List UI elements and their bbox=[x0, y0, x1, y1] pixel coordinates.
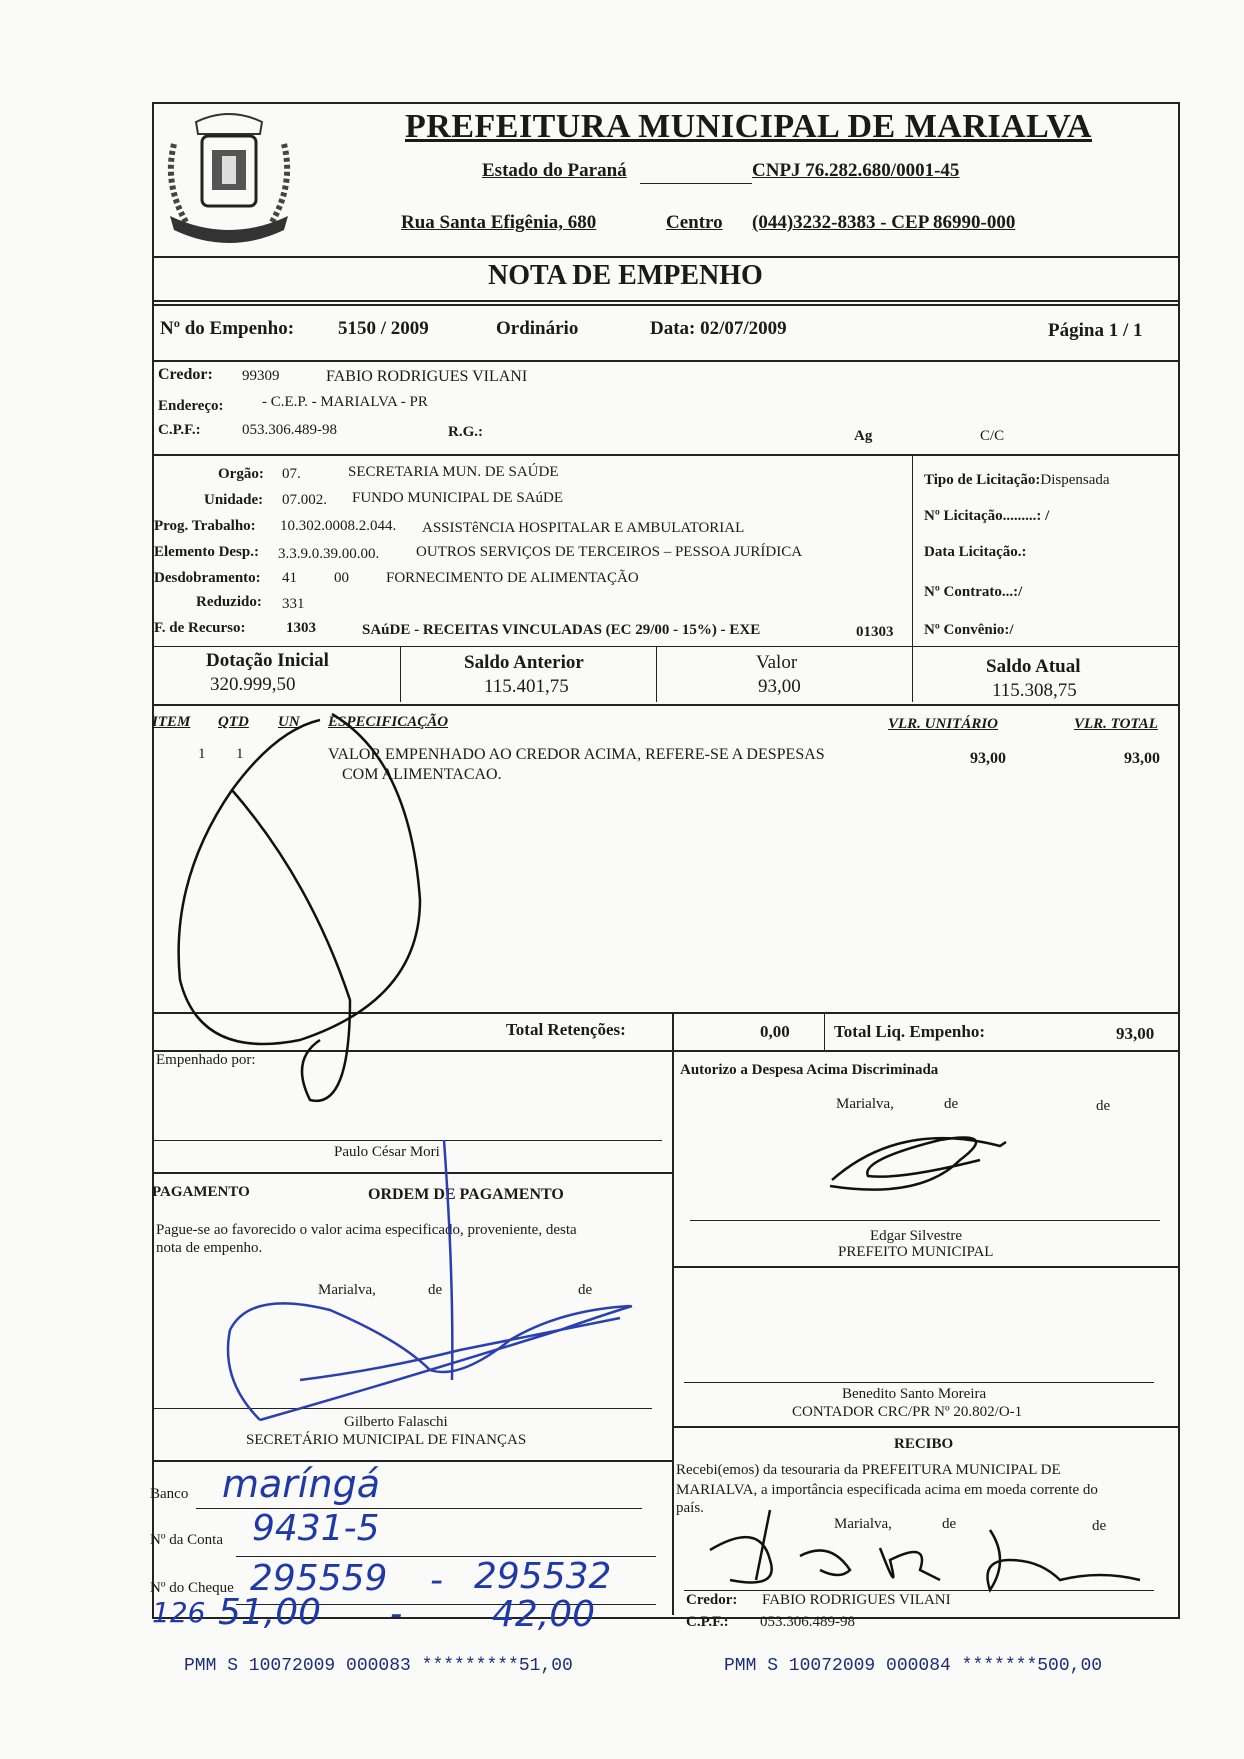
prog-code: 10.302.0008.2.044. bbox=[280, 518, 397, 534]
autorizo-signer: Edgar Silvestre bbox=[870, 1228, 963, 1244]
header-state: Estado do Paraná bbox=[482, 160, 627, 181]
item-desc-line1: VALOR EMPENHADO AO CREDOR ACIMA, REFERE-SE A DESPESAS bbox=[328, 746, 825, 763]
valor-label: Valor bbox=[756, 652, 798, 673]
recibo-city: Marialva, bbox=[834, 1516, 892, 1532]
item-number: 1 bbox=[198, 746, 206, 762]
signature-stroke bbox=[179, 714, 420, 1044]
reduzido-value: 331 bbox=[282, 596, 305, 612]
header-phone-cep: (044)3232-8383 - CEP 86990-000 bbox=[752, 212, 1016, 233]
ag-label: Ag bbox=[854, 428, 873, 444]
document-title: NOTA DE EMPENHO bbox=[488, 260, 763, 291]
item-desc-line2: COM ALIMENTACAO. bbox=[342, 766, 502, 783]
recibo-label: RECIBO bbox=[894, 1436, 954, 1452]
endereco-value: - C.E.P. - MARIALVA - PR bbox=[262, 394, 428, 410]
saldo-anterior-value: 115.401,75 bbox=[484, 676, 569, 697]
desd-code2: 00 bbox=[334, 570, 349, 586]
fonte-code2: 01303 bbox=[856, 624, 894, 640]
value-handwritten-2: 42,00 bbox=[492, 1594, 596, 1635]
saldo-anterior-label: Saldo Anterior bbox=[464, 652, 584, 673]
signature-stroke bbox=[260, 1306, 632, 1420]
elem-value: OUTROS SERVIÇOS DE TERCEIROS – PESSOA JURÍDICA bbox=[416, 544, 803, 560]
total-liq-label: Total Liq. Empenho: bbox=[834, 1022, 985, 1041]
fonte-label: F. de Recurso: bbox=[154, 620, 246, 636]
pagamento-signer: Gilberto Falaschi bbox=[344, 1414, 448, 1430]
code-handwritten: 126 bbox=[152, 1596, 206, 1629]
banco-label: Banco bbox=[150, 1486, 189, 1502]
cpf-label: C.P.F.: bbox=[158, 422, 201, 438]
recibo-de1: de bbox=[942, 1516, 957, 1532]
autorizo-de1: de bbox=[944, 1096, 959, 1112]
col-qtd-header: QTD bbox=[218, 714, 249, 730]
cheque-label: Nº do Cheque bbox=[150, 1580, 234, 1596]
cheque-handwritten-1: 295559 bbox=[250, 1558, 388, 1599]
col-vlr-total-header: VLR. TOTAL bbox=[1074, 716, 1158, 732]
recibo-de2: de bbox=[1092, 1518, 1107, 1534]
prog-value: ASSISTêNCIA HOSPITALAR E AMBULATORIAL bbox=[422, 520, 745, 536]
data-licitacao-label: Data Licitação.: bbox=[924, 544, 1027, 560]
credor-code: 99309 bbox=[242, 368, 280, 384]
recibo-credor-label: Credor: bbox=[686, 1592, 738, 1608]
pagamento-de1: de bbox=[428, 1282, 443, 1298]
unidade-value: FUNDO MUNICIPAL DE SAúDE bbox=[352, 490, 563, 506]
orgao-label: Orgão: bbox=[218, 466, 264, 482]
saldo-atual-label: Saldo Atual bbox=[986, 656, 1081, 677]
credor-label: Credor: bbox=[158, 366, 213, 383]
convenio-label: Nº Convênio:/ bbox=[924, 622, 1014, 638]
orgao-value: SECRETARIA MUN. DE SAÚDE bbox=[348, 464, 559, 480]
recibo-credor: FABIO RODRIGUES VILANI bbox=[762, 1592, 951, 1608]
empenho-num-label: Nº do Empenho: bbox=[160, 318, 295, 339]
header-district: Centro bbox=[666, 212, 723, 233]
dotacao-inicial-label: Dotação Inicial bbox=[206, 650, 329, 671]
reduzido-label: Reduzido: bbox=[196, 594, 262, 610]
empenho-type: Ordinário bbox=[496, 318, 579, 339]
pagamento-text1: Pague-se ao favorecido o valor acima especificado, proveniente, desta bbox=[156, 1222, 577, 1238]
contrato-label: Nº Contrato...:/ bbox=[924, 584, 1023, 600]
empenho-date: Data: 02/07/2009 bbox=[650, 318, 787, 339]
unidade-code: 07.002. bbox=[282, 492, 327, 508]
desd-label: Desdobramento: bbox=[154, 570, 261, 586]
total-liq-value: 93,00 bbox=[1116, 1024, 1155, 1043]
pagamento-label: PAGAMENTO bbox=[152, 1184, 250, 1200]
conta-label: Nº da Conta bbox=[150, 1532, 223, 1548]
desd-code: 41 bbox=[282, 570, 297, 586]
recibo-cpf: 053.306.489-98 bbox=[760, 1614, 855, 1630]
col-espec-header: ESPECIFICAÇÃO bbox=[328, 714, 449, 730]
autorizo-label: Autorizo a Despesa Acima Discriminada bbox=[680, 1062, 939, 1078]
header-cnpj: CNPJ 76.282.680/0001-45 bbox=[752, 160, 960, 181]
contador-signer: Benedito Santo Moreira bbox=[842, 1386, 987, 1402]
autorizo-role: PREFEITO MUNICIPAL bbox=[838, 1244, 994, 1260]
tipo-licitacao-label: Tipo de Licitação:Dispensada bbox=[924, 472, 1110, 488]
signature-stroke bbox=[756, 1510, 850, 1580]
num-licitacao-label: Nº Licitação.........: / bbox=[924, 508, 1050, 524]
pagamento-text2: nota de empenho. bbox=[156, 1240, 263, 1256]
dash: - bbox=[390, 1594, 403, 1634]
stamp-left: PMM S 10072009 000083 *********51,00 bbox=[184, 1656, 573, 1676]
cc-label: C/C bbox=[980, 428, 1005, 444]
col-un-header: UN bbox=[278, 714, 300, 730]
ordem-pagamento-label: ORDEM DE PAGAMENTO bbox=[368, 1186, 564, 1203]
pagamento-role: SECRETÁRIO MUNICIPAL DE FINANÇAS bbox=[246, 1432, 527, 1448]
endereco-label: Endereço: bbox=[158, 398, 224, 414]
value-handwritten-1: 51,00 bbox=[218, 1592, 322, 1633]
recibo-text2: MARIALVA, a importância especificada acima em moeda corrente do bbox=[676, 1482, 1098, 1498]
dotacao-inicial-value: 320.999,50 bbox=[210, 674, 296, 695]
unidade-label: Unidade: bbox=[204, 492, 264, 508]
stamp-right: PMM S 10072009 000084 *******500,00 bbox=[724, 1656, 1103, 1676]
saldo-atual-value: 115.308,75 bbox=[992, 680, 1077, 701]
autorizo-de2: de bbox=[1096, 1098, 1111, 1114]
item-unit-value: 93,00 bbox=[970, 750, 1006, 767]
fonte-code: 1303 bbox=[286, 620, 316, 636]
elem-code: 3.3.9.0.39.00.00. bbox=[278, 546, 380, 562]
empenho-page: Página 1 / 1 bbox=[1048, 320, 1143, 341]
fonte-value: SAúDE - RECEITAS VINCULADAS (EC 29/00 - 15%) - EXE bbox=[362, 622, 761, 638]
contador-role: CONTADOR CRC/PR Nº 20.802/O-1 bbox=[792, 1404, 1023, 1420]
signature-stroke bbox=[228, 1303, 630, 1420]
elem-label: Elemento Desp.: bbox=[154, 544, 259, 560]
credor-name: FABIO RODRIGUES VILANI bbox=[326, 368, 528, 385]
conta-handwritten: 9431-5 bbox=[252, 1508, 380, 1549]
item-total-value: 93,00 bbox=[1124, 750, 1160, 767]
cpf-value: 053.306.489-98 bbox=[242, 422, 337, 438]
recibo-text1: Recebi(emos) da tesouraria da PREFEITURA MUNICIPAL DE bbox=[676, 1462, 1061, 1478]
cheque-handwritten-2: 295532 bbox=[474, 1556, 612, 1597]
recibo-text3: país. bbox=[676, 1500, 704, 1516]
total-retencoes-value: 0,00 bbox=[760, 1022, 790, 1041]
signature-stroke bbox=[300, 1318, 620, 1380]
empenho-num: 5150 / 2009 bbox=[338, 318, 429, 339]
col-vlr-unit-header: VLR. UNITÁRIO bbox=[888, 716, 999, 732]
pagamento-de2: de bbox=[578, 1282, 593, 1298]
desd-value: FORNECIMENTO DE ALIMENTAÇÃO bbox=[386, 570, 639, 586]
signature-stroke bbox=[988, 1530, 1141, 1590]
autorizo-city: Marialva, bbox=[836, 1096, 894, 1112]
empenhado-name: Paulo César Mori bbox=[334, 1144, 440, 1160]
banco-handwritten: maríngá bbox=[222, 1462, 380, 1506]
header-street: Rua Santa Efigênia, 680 bbox=[401, 212, 597, 233]
recibo-cpf-label: C.P.F.: bbox=[686, 1614, 729, 1630]
header-title: PREFEITURA MUNICIPAL DE MARIALVA bbox=[405, 108, 1092, 145]
signature-stroke bbox=[232, 790, 350, 1101]
dash: - bbox=[430, 1560, 443, 1601]
prog-label: Prog. Trabalho: bbox=[154, 518, 256, 534]
rg-label: R.G.: bbox=[448, 424, 483, 440]
col-item-header: ITEM bbox=[152, 714, 191, 730]
signature-stroke bbox=[880, 1548, 940, 1580]
valor-value: 93,00 bbox=[758, 676, 801, 697]
empenhado-label: Empenhado por: bbox=[156, 1052, 256, 1068]
item-qty: 1 bbox=[236, 746, 244, 762]
pagamento-city: Marialva, bbox=[318, 1282, 376, 1298]
orgao-code: 07. bbox=[282, 466, 301, 482]
total-retencoes-label: Total Retenções: bbox=[506, 1020, 626, 1039]
signature-stroke bbox=[444, 1140, 452, 1380]
